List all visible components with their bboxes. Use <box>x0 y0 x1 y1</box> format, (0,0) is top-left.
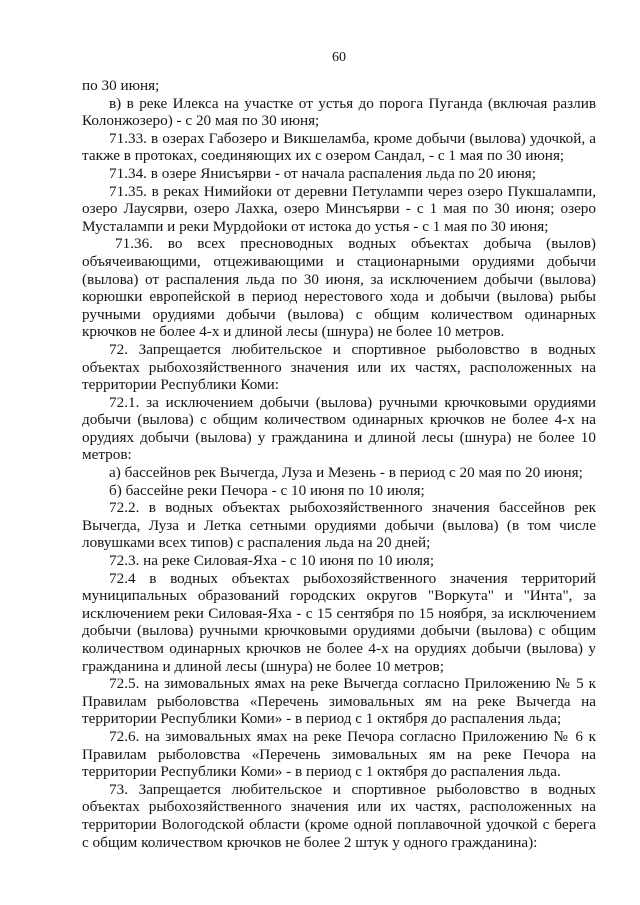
paragraph-72-4: 72.4 в водных объектах рыбохозяйственного значения территорий муниципальных образований городских округов "Воркута" и "Инта", за исключением реки Силовая-Яха - с 15 сентября по 15 ноября, за исключением добычи (вылова) ручными крючковыми орудиями добычи (вылова) с общим количеством одинарных крючков не более 4-х на орудиях добычи (вылова) у гражданина и длиной лесы (шнура) не более 10 метров; <box>82 569 596 675</box>
paragraph-item-b: б) бассейне реки Печора - с 10 июня по 10 июля; <box>109 481 425 499</box>
paragraph-71-33: 71.33. в озерах Габозеро и Викшеламба, кроме добычи (вылова) удочкой, а также в протоках, соединяющих их с озером Сандал, - с 1 мая по 30 июня; <box>82 129 596 165</box>
page-number: 60 <box>332 50 346 65</box>
paragraph-continuation: по 30 июня; <box>82 77 160 94</box>
paragraph-73: 73. Запрещается любительское и спортивное рыболовство в водных объектах рыбохозяйственного значения или их частях, расположенных на территории Вологодской области (кроме одной поплавочной удочкой с берега с общим количеством крючков не более 2 штук у одного гражданина): <box>82 780 596 851</box>
paragraph-72-3: 72.3. на реке Силовая-Яха - с 10 июня по 10 июля; <box>109 552 435 570</box>
paragraph-72: 72. Запрещается любительское и спортивное рыболовство в водных объектах рыбохозяйственного значения или их частях, расположенных на территории Республики Коми: <box>82 340 596 394</box>
document-body <box>82 77 596 851</box>
paragraph-item-v: в) в реке Илекса на участке от устья до порога Пуганда (включая разлив Колонжозеро) - с 20 мая по 30 июня; <box>82 94 596 130</box>
paragraph-72-2: 72.2. в водных объектах рыбохозяйственного значения бассейнов рек Вычегда, Луза и Летка сетными орудиями добычи (вылова) (в том числе ловушками всех типов) с распаления льда на 20 дней; <box>82 499 596 552</box>
paragraph-item-a: а) бассейнов рек Вычегда, Луза и Мезень - в период с 20 мая по 20 июня; <box>109 464 583 482</box>
paragraph-71-35: 71.35. в реках Нимийоки от деревни Петулампи через озеро Пукшалампи, озеро Лаусярви, озеро Лахка, озеро Минсъярви - с 1 мая по 30 июня; озеро Мусталампи и реки Мурдойоки от истока до устья - с 1 мая по 30 июня; <box>82 182 596 235</box>
paragraph-72-5: 72.5. на зимовальных ямах на реке Вычегда согласно Приложению № 5 к Правилам рыболовства «Перечень зимовальных ям на реке Вычегда на территории Республики Коми» - в период с 1 октября до распаления льда; <box>82 675 596 728</box>
paragraph-72-1: 72.1. за исключением добычи (вылова) ручными крючковыми орудиями добычи (вылова) с общим количеством одинарных крючков не более 4-х на орудиях добычи (вылова) у гражданина и длиной лесы (шнура) не более 10 метров: <box>82 393 596 464</box>
paragraph-72-6: 72.6. на зимовальных ямах на реке Печора согласно Приложению № 6 к Правилам рыболовства «Перечень зимовальных ям на реке Печора на территории Республики Коми» - в период с 1 октября до распаления льда. <box>82 727 596 781</box>
paragraph-71-36: 71.36. во всех пресноводных водных объектах добыча (вылов) объячеивающими, отцеживающими и стационарными орудиями добычи (вылова) от распаления льда по 30 июня, за исключением добычи (вылова) корюшки европейской в период нерестового хода и добычи (вылова) рыбы ручными орудиями добычи (вылова) с общим количеством одинарных крючков не более 4-х и длиной лесы (шнура) не более 10 метров. <box>82 235 596 341</box>
paragraph-71-34: 71.34. в озере Янисъярви - от начала распаления льда по 20 июня; <box>109 164 536 182</box>
